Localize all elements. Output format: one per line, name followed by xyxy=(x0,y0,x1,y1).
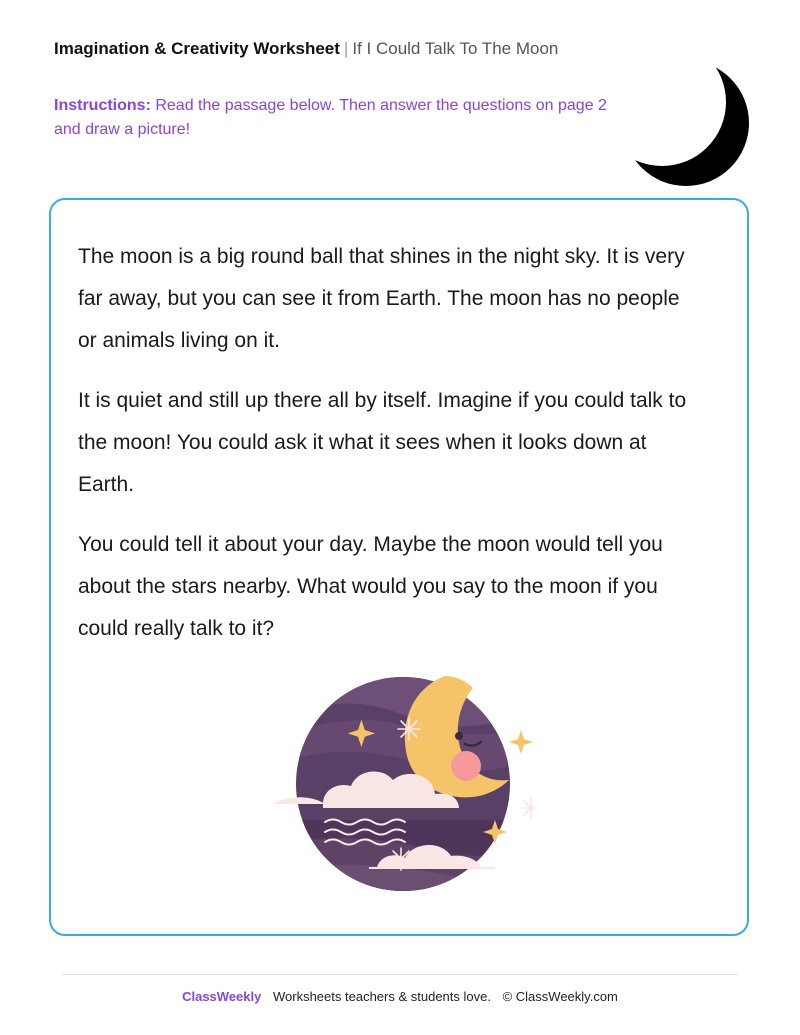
instructions-text: Read the passage below. Then answer the questions on page 2 and draw a picture! xyxy=(54,97,607,138)
passage xyxy=(78,236,698,668)
title-separator: | xyxy=(343,39,349,58)
footer-copyright: © ClassWeekly.com xyxy=(502,989,618,1004)
worksheet-header xyxy=(54,38,558,60)
instructions-label: Instructions: xyxy=(54,97,151,114)
worksheet-title: Imagination & Creativity Worksheet xyxy=(54,39,340,58)
footer xyxy=(0,989,800,1004)
passage-paragraph: You could tell it about your day. Maybe the moon would tell you about the stars nearby. What would you say to the moon if you could really talk to it? xyxy=(78,533,663,640)
crescent-moon-icon xyxy=(622,55,752,189)
footer-brand: ClassWeekly xyxy=(182,989,262,1004)
worksheet-subtitle: If I Could Talk To The Moon xyxy=(352,39,559,58)
instructions xyxy=(54,94,614,142)
passage-box xyxy=(49,198,749,936)
smiling-moon-illustration xyxy=(273,670,533,900)
footer-tagline: Worksheets teachers & students love. xyxy=(272,989,491,1004)
passage-paragraph: The moon is a big round ball that shines in the night sky. It is very far away, but you can see it from Earth. The moon has no people or animals living on it. xyxy=(78,245,685,352)
passage-paragraph: It is quiet and still up there all by itself. Imagine if you could talk to the moon! You could ask it what it sees when it looks down at Earth. xyxy=(78,389,687,496)
footer-divider xyxy=(62,974,738,975)
